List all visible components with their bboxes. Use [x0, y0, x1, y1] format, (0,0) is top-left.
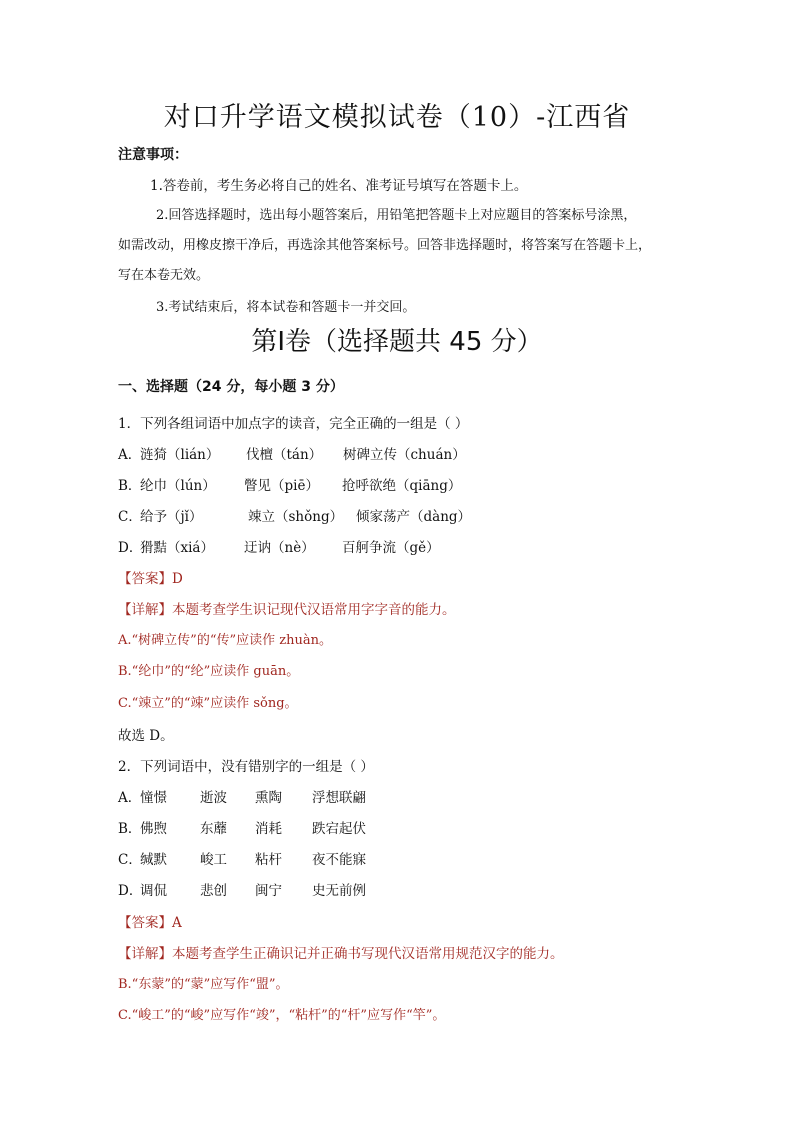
option-word: 夜不能寐	[312, 852, 366, 868]
option-word: 倾家荡产（dàng）	[356, 509, 472, 525]
option-label: D．	[118, 540, 143, 556]
question-1-note-a: A.“树碑立传”的“传”应读作 zhuàn。	[118, 633, 332, 648]
question-2-note-c: C.“峻工”的“峻”应写作“竣”，“粘杆”的“杆”应写作“竿”。	[118, 1008, 446, 1023]
notice-item-2-line-3: 写在本卷无效。	[118, 268, 210, 283]
option-word: 闽宁	[255, 883, 282, 899]
question-1-option-d	[118, 537, 618, 559]
question-1-option-c	[118, 506, 618, 528]
part-heading: 一、选择题（24 分，每小题 3 分）	[118, 379, 344, 395]
question-1-conclusion: 故选 D。	[118, 728, 174, 744]
option-word: 消耗	[255, 821, 282, 837]
option-word: 百舸争流（gě）	[342, 540, 440, 556]
option-word: 跌宕起伏	[312, 821, 366, 837]
option-word: 东蘼	[200, 821, 227, 837]
option-word: 猾黠（xiá）	[140, 540, 214, 556]
question-1-option-a	[118, 444, 618, 466]
question-1-detail: 【详解】本题考查学生识记现代汉语常用字字音的能力。	[118, 602, 456, 618]
option-word: 逝波	[200, 790, 227, 806]
question-2-option-b	[118, 818, 518, 840]
page-title: 对口升学语文模拟试卷（10）-江西省	[163, 102, 631, 133]
option-word: 浮想联翩	[312, 790, 366, 806]
question-1-note-b: B.“纶巾”的“纶”应读作 guān。	[118, 664, 300, 679]
option-word: 瞥见（piē）	[244, 478, 319, 494]
option-word: 史无前例	[312, 883, 366, 899]
option-label: A．	[118, 447, 142, 463]
notice-item-2-line-1: 2.回答选择题时，选出每小题答案后，用铅笔把答题卡上对应题目的答案标号涂黑，	[156, 208, 637, 223]
option-word: 粘杆	[255, 852, 282, 868]
question-2-stem: 2．下列词语中，没有错别字的一组是（ ）	[118, 759, 374, 775]
option-word: 伐檀（tán）	[246, 447, 323, 463]
option-label: C．	[118, 509, 142, 525]
option-word: 熏陶	[255, 790, 282, 806]
option-label: B．	[118, 821, 142, 837]
section-title: 第Ⅰ卷（选择题共 45 分）	[251, 327, 543, 357]
option-word: 调侃	[140, 883, 167, 899]
option-label: D．	[118, 883, 143, 899]
question-2-option-d	[118, 880, 518, 902]
option-label: A．	[118, 790, 142, 806]
option-word: 佛煦	[140, 821, 167, 837]
option-word: 树碑立传（chuán）	[343, 447, 466, 463]
question-1-stem: 1．下列各组词语中加点字的读音，完全正确的一组是（ ）	[118, 416, 469, 432]
notice-item-3: 3.考试结束后，将本试卷和答题卡一并交回。	[156, 300, 416, 315]
notice-item-1: 1.答卷前，考生务必将自己的姓名、准考证号填写在答题卡上。	[150, 178, 528, 194]
option-word: 悲创	[200, 883, 227, 899]
option-word: 迂讷（nè）	[244, 540, 315, 556]
question-2-option-c	[118, 849, 518, 871]
notice-heading: 注意事项：	[118, 147, 188, 163]
option-word: 竦立（shǒng）	[248, 509, 344, 525]
option-word: 缄默	[140, 852, 167, 868]
option-word: 涟猗（lián）	[140, 447, 220, 463]
option-word: 抢呼欲绝（qiāng）	[342, 478, 462, 494]
option-word: 纶巾（lún）	[140, 478, 216, 494]
question-2-answer: 【答案】A	[118, 915, 182, 931]
question-1-option-b	[118, 475, 618, 497]
option-word: 峻工	[200, 852, 227, 868]
question-2-detail: 【详解】本题考查学生正确识记并正确书写现代汉语常用规范汉字的能力。	[118, 946, 564, 962]
option-label: C．	[118, 852, 142, 868]
question-2-note-b: B.“东蒙”的“蒙”应写作“盟”。	[118, 977, 289, 992]
option-word: 给予（jǐ）	[140, 509, 203, 525]
option-label: B．	[118, 478, 142, 494]
question-1-answer: 【答案】D	[118, 571, 183, 587]
notice-item-2-line-2: 如需改动，用橡皮擦干净后，再选涂其他答案标号。回答非选择题时，将答案写在答题卡上，	[118, 238, 652, 253]
question-2-option-a	[118, 787, 518, 809]
option-word: 憧憬	[140, 790, 167, 806]
question-1-note-c: C.“竦立”的“竦”应读作 sǒng。	[118, 696, 298, 711]
